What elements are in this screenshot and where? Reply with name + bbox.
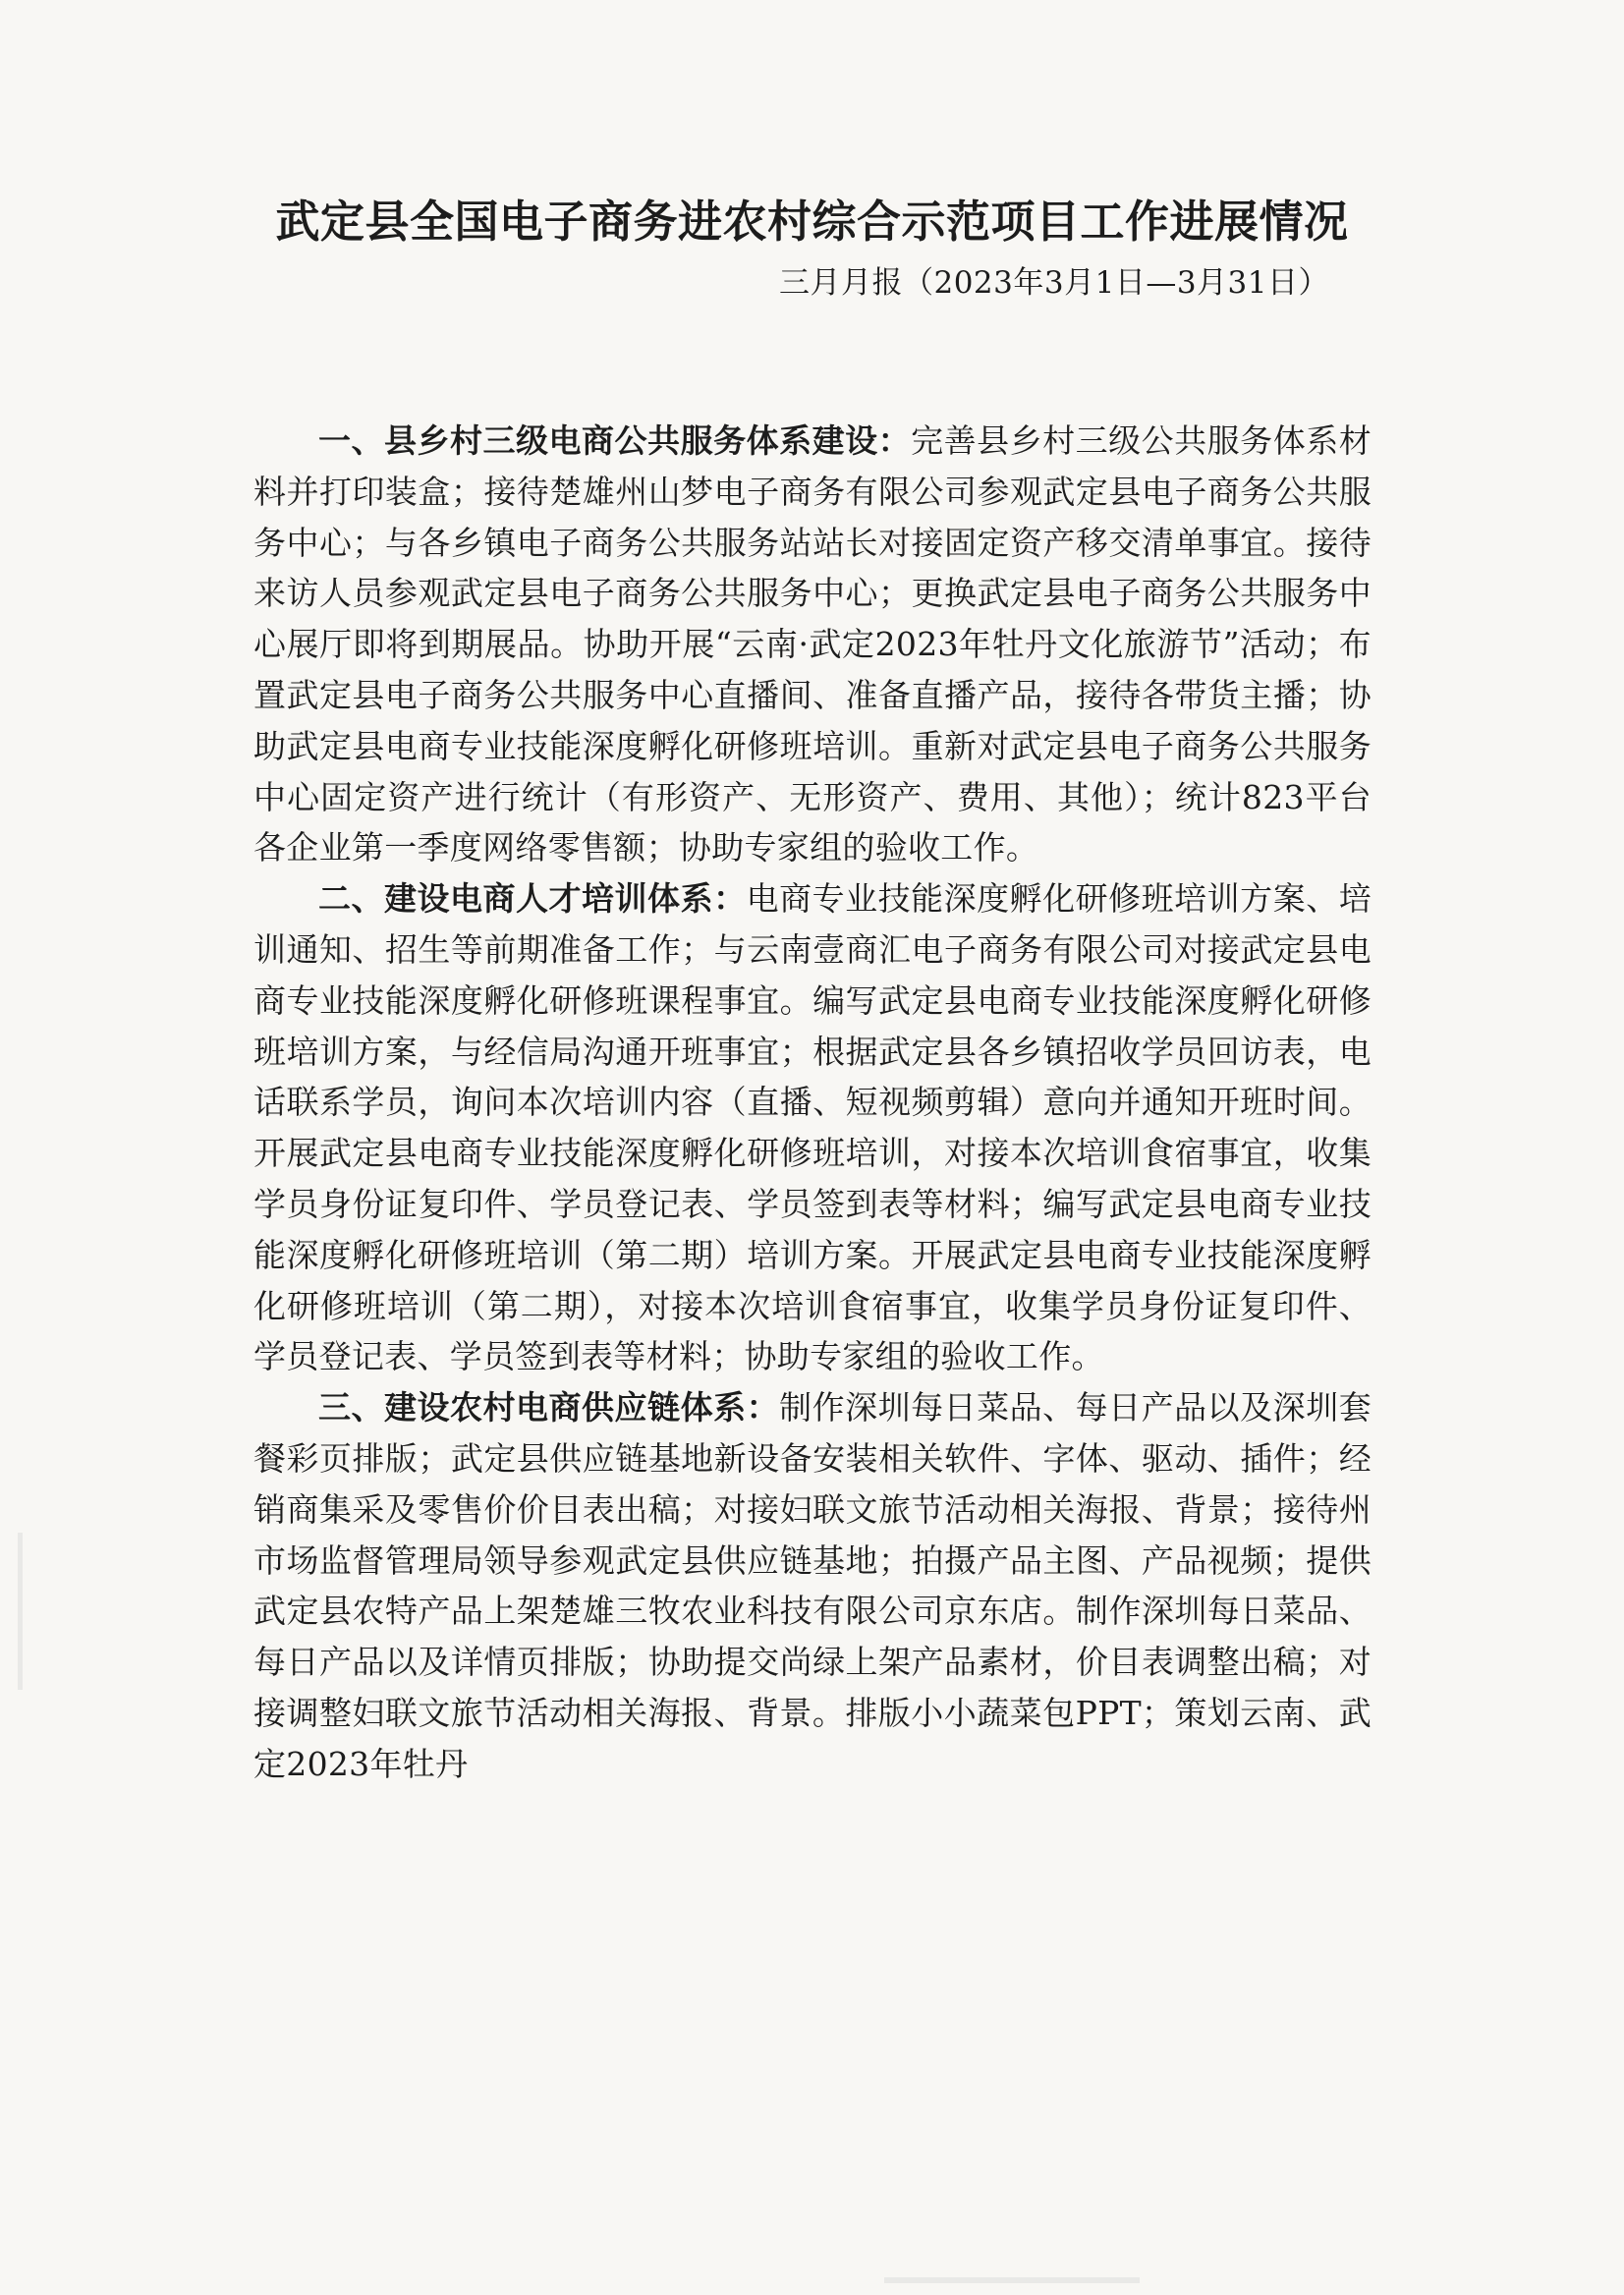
document-title: 武定县全国电子商务进农村综合示范项目工作进展情况 <box>275 196 1349 248</box>
section-2-heading: 二、建设电商人才培训体系： <box>318 879 747 919</box>
document-body <box>253 416 1372 1790</box>
scan-artifact-left <box>18 1533 23 1690</box>
section-2-paragraph <box>253 873 1372 1382</box>
section-1-paragraph <box>253 416 1372 873</box>
section-3-heading: 三、建设农村电商供应链体系： <box>318 1388 780 1427</box>
section-3-text: 制作深圳每日菜品、每日产品以及深圳套餐彩页排版；武定县供应链基地新设备安装相关软件、字体、驱动、插件；经销商集采及零售价价目表出稿；对接妇联文旅节活动相关海报、背景；接待州市场监督管理局领导参观武定县供应链基地；拍摄产品主图、产品视频；提供武定县农特产品上架楚雄三牧农业科技有限公司京东店。制作深圳每日菜品、每日产品以及详情页排版；协助提交尚绿上架产品素材，价目表调整出稿；对接调整妇联文旅节活动相关海报、背景。排版小小蔬菜包PPT；策划云南、武定2023年牡丹 <box>253 1388 1372 1783</box>
scan-artifact-bottom <box>884 2277 1140 2283</box>
section-1-heading: 一、县乡村三级电商公共服务体系建设： <box>318 421 912 460</box>
section-3-paragraph <box>253 1382 1372 1789</box>
section-2-text: 电商专业技能深度孵化研修班培训方案、培训通知、招生等前期准备工作；与云南壹商汇电子商务有限公司对接武定县电商专业技能深度孵化研修班课程事宜。编写武定县电商专业技能深度孵化研修班培训方案，与经信局沟通开班事宜；根据武定县各乡镇招收学员回访表，电话联系学员，询问本次培训内容（直播、短视频剪辑）意向并通知开班时间。开展武定县电商专业技能深度孵化研修班培训，对接本次培训食宿事宜，收集学员身份证复印件、学员登记表、学员签到表等材料；编写武定县电商专业技能深度孵化研修班培训（第二期）培训方案。开展武定县电商专业技能深度孵化研修班培训（第二期），对接本次培训食宿事宜，收集学员身份证复印件、学员登记表、学员签到表等材料；协助专家组的验收工作。 <box>253 879 1372 1376</box>
report-period-subtitle: 三月月报（2023年3月1日—3月31日） <box>778 265 1329 301</box>
section-1-text: 完善县乡村三级公共服务体系材料并打印装盒；接待楚雄州山梦电子商务有限公司参观武定县电子商务公共服务中心；与各乡镇电子商务公共服务站站长对接固定资产移交清单事宜。接待来访人员参观武定县电子商务公共服务中心；更换武定县电子商务公共服务中心展厅即将到期展品。协助开展“云南·武定2023年牡丹文化旅游节”活动；布置武定县电子商务公共服务中心直播间、准备直播产品，接待各带货主播；协助武定县电商专业技能深度孵化研修班培训。重新对武定县电子商务公共服务中心固定资产进行统计（有形资产、无形资产、费用、其他）；统计823平台各企业第一季度网络零售额；协助专家组的验收工作。 <box>253 421 1372 868</box>
